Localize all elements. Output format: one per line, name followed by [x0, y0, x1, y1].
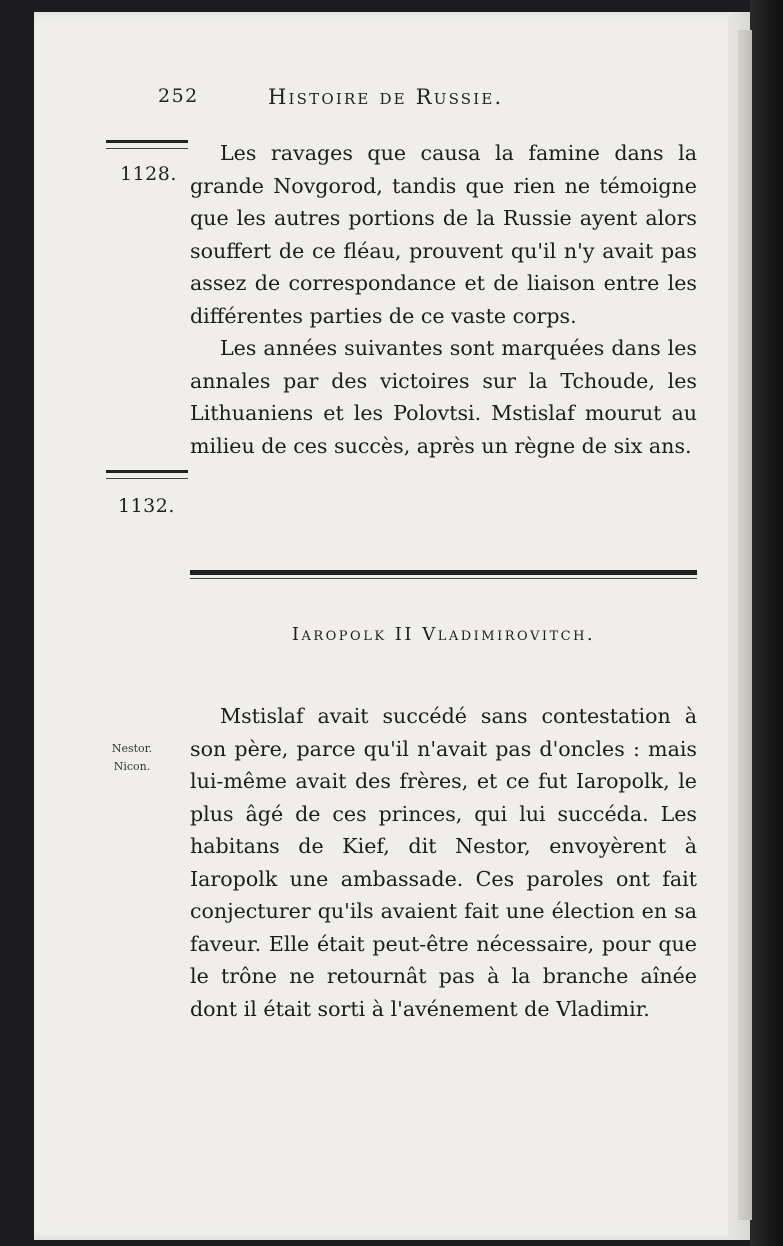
margin-rule-1132: [106, 470, 188, 473]
section-divider-thin: [190, 578, 697, 579]
margin-rule-1128-thin: [106, 148, 188, 149]
paragraph-victories: Les années suivantes sont marquées dans les annales par des victoires sur la Tchoude, les Lithuaniens et les Polovtsi. Mstislaf mourut au milieu de ces succès, après un règne de six ans.: [190, 336, 697, 458]
next-page-edge: [738, 30, 752, 1220]
section-divider-thick: [190, 570, 697, 575]
margin-rule-1128: [106, 140, 188, 143]
section-title: Iaropolk II Vladimirovitch.: [291, 624, 596, 645]
page-number: 252: [158, 85, 199, 107]
section-divider: [190, 570, 697, 579]
running-title: Histoire de Russie.: [268, 85, 504, 109]
book-binding: [750, 0, 783, 1246]
margin-year-1128: 1128.: [120, 163, 177, 185]
body-text-lower: [190, 700, 697, 1025]
margin-year-1132: 1132.: [118, 495, 175, 517]
body-text-upper: [190, 137, 697, 462]
margin-rule-1132-thin: [106, 478, 188, 479]
paragraph-famine: Les ravages que causa la famine dans la grande Novgorod, tandis que rien ne témoigne que les autres portions de la Russie ayent alors souffert de ce fléau, prouvent qu'il n'y avait pas assez de correspondance et de liaison entre les différentes parties de ce vaste corps.: [190, 141, 697, 328]
margin-note-nestor: Nestor.: [111, 742, 153, 755]
paragraph-succession: Mstislaf avait succédé sans contestation à son père, parce qu'il n'avait pas d'oncles : mais lui-même avait des frères, et ce fut Iaropolk, le plus âgé de ces princes, qui lui succéda. Les habitans de Kief, dit Nestor, envoyèrent à Iaropolk une ambassade. Ces paroles ont fait conjecturer qu'ils avaient fait une élection en sa faveur. Elle était peut-être nécessaire, pour que le trône ne retournât pas à la branche aînée dont il était sorti à l'avénement de Vladimir.: [190, 704, 697, 1021]
margin-note-nicon: Nicon.: [113, 760, 151, 773]
